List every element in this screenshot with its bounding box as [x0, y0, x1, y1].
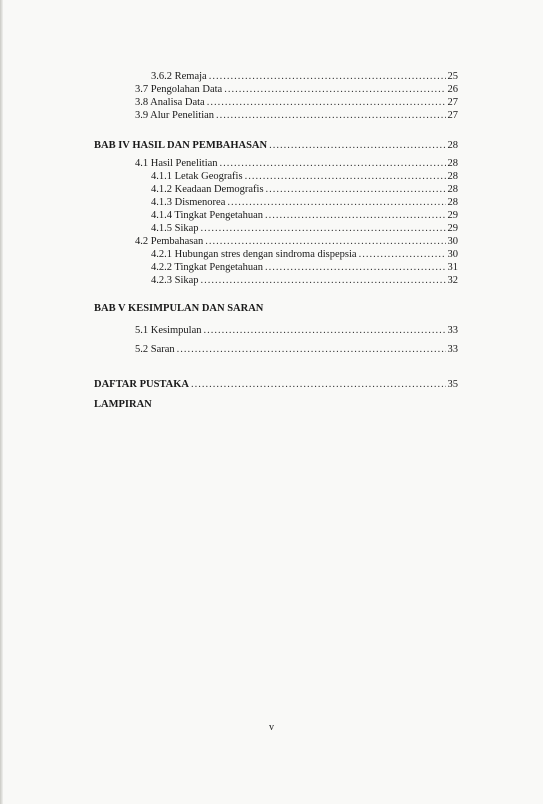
- toc-entry-page: 31: [447, 262, 458, 273]
- toc-entry-page: 35: [447, 379, 458, 390]
- toc-leader-dots: [269, 140, 445, 151]
- toc-entry-page: 27: [447, 97, 458, 108]
- toc-leader-dots: [201, 223, 446, 234]
- toc-entry-page: 25: [447, 71, 458, 82]
- toc-entry: [151, 71, 458, 82]
- toc-entry-label: 3.6.2 Remaja: [151, 71, 207, 82]
- toc-chapter-entry: [94, 379, 458, 390]
- toc-entry-page: 28: [447, 158, 458, 169]
- toc-entry: [151, 197, 458, 208]
- toc-entry: [135, 236, 458, 247]
- toc-leader-dots: [191, 379, 446, 390]
- toc-entry-label: 4.1.3 Dismenorea: [151, 197, 226, 208]
- toc-entry-label: 4.1.5 Sikap: [151, 223, 199, 234]
- toc-entry-label: 5.1 Kesimpulan: [135, 325, 202, 336]
- toc-entry: [135, 84, 458, 95]
- toc-entry-page: 28: [447, 171, 458, 182]
- toc-leader-dots: [204, 325, 446, 336]
- toc-entry-label: 5.2 Saran: [135, 344, 175, 355]
- toc-entry: [135, 344, 458, 355]
- page-number: v: [269, 722, 274, 733]
- toc-chapter-heading: LAMPIRAN: [94, 399, 152, 410]
- toc-entry-label: 4.1.4 Tingkat Pengetahuan: [151, 210, 263, 221]
- toc-entry-page: 26: [447, 84, 458, 95]
- toc-entry-label: 3.9 Alur Penelitian: [135, 110, 215, 121]
- toc-leader-dots: [266, 184, 446, 195]
- toc-leader-dots: [265, 262, 446, 273]
- toc-entry-page: 30: [447, 249, 458, 260]
- toc-entry-page: 29: [447, 210, 458, 221]
- toc-leader-dots: [205, 236, 445, 247]
- toc-entry: [135, 110, 458, 121]
- toc-entry-page: 27: [447, 110, 458, 121]
- toc-leader-dots: [209, 71, 446, 82]
- toc-entry-page: 30: [447, 236, 458, 247]
- toc-entry: [151, 223, 458, 234]
- toc-entry: [135, 325, 458, 336]
- toc-entry-label: 4.2.3 Sikap: [151, 275, 199, 286]
- toc-entry-page: 28: [447, 184, 458, 195]
- toc-leader-dots: [201, 275, 446, 286]
- toc-entry-page: 29: [447, 223, 458, 234]
- toc-entry-label: 4.2.1 Hubungan stres dengan sindroma dispepsia: [151, 249, 357, 260]
- toc-entry: [151, 275, 458, 286]
- toc-entry-label: 4.1.2 Keadaan Demografis: [151, 184, 264, 195]
- toc-entry: [151, 262, 458, 273]
- toc-entry: [151, 249, 458, 260]
- toc-entry: [135, 158, 458, 169]
- toc-entry: [135, 97, 458, 108]
- toc-leader-dots: [227, 197, 445, 208]
- toc-entry: [151, 210, 458, 221]
- toc-chapter-entry: [94, 140, 458, 151]
- toc-leader-dots: [359, 249, 446, 260]
- toc-leader-dots: [216, 110, 445, 121]
- toc-entry-page: 33: [447, 344, 458, 355]
- toc-chapter-label: DAFTAR PUSTAKA: [94, 379, 189, 390]
- toc-leader-dots: [224, 84, 445, 95]
- toc-chapter-label: BAB IV HASIL DAN PEMBAHASAN: [94, 140, 268, 151]
- toc-entry-page: 32: [447, 275, 458, 286]
- toc-entry-label: 3.8 Analisa Data: [135, 97, 205, 108]
- toc-leader-dots: [265, 210, 446, 221]
- toc-entry: [151, 171, 458, 182]
- toc-leader-dots: [177, 344, 446, 355]
- toc-entry-page: 28: [447, 197, 458, 208]
- toc-leader-dots: [220, 158, 446, 169]
- toc-entry-label: 3.7 Pengolahan Data: [135, 84, 223, 95]
- toc-leader-dots: [245, 171, 446, 182]
- toc-entry-page: 33: [447, 325, 458, 336]
- page-binding-edge: [0, 0, 3, 804]
- toc-entry-label: 4.2 Pembahasan: [135, 236, 204, 247]
- toc-entry-label: 4.2.2 Tingkat Pengetahuan: [151, 262, 263, 273]
- toc-chapter-heading: BAB V KESIMPULAN DAN SARAN: [94, 303, 264, 314]
- toc-entry-label: 4.1.1 Letak Geografis: [151, 171, 243, 182]
- toc-leader-dots: [207, 97, 446, 108]
- toc-entry-page: 28: [447, 140, 458, 151]
- toc-entry-label: 4.1 Hasil Penelitian: [135, 158, 218, 169]
- toc-entry: [151, 184, 458, 195]
